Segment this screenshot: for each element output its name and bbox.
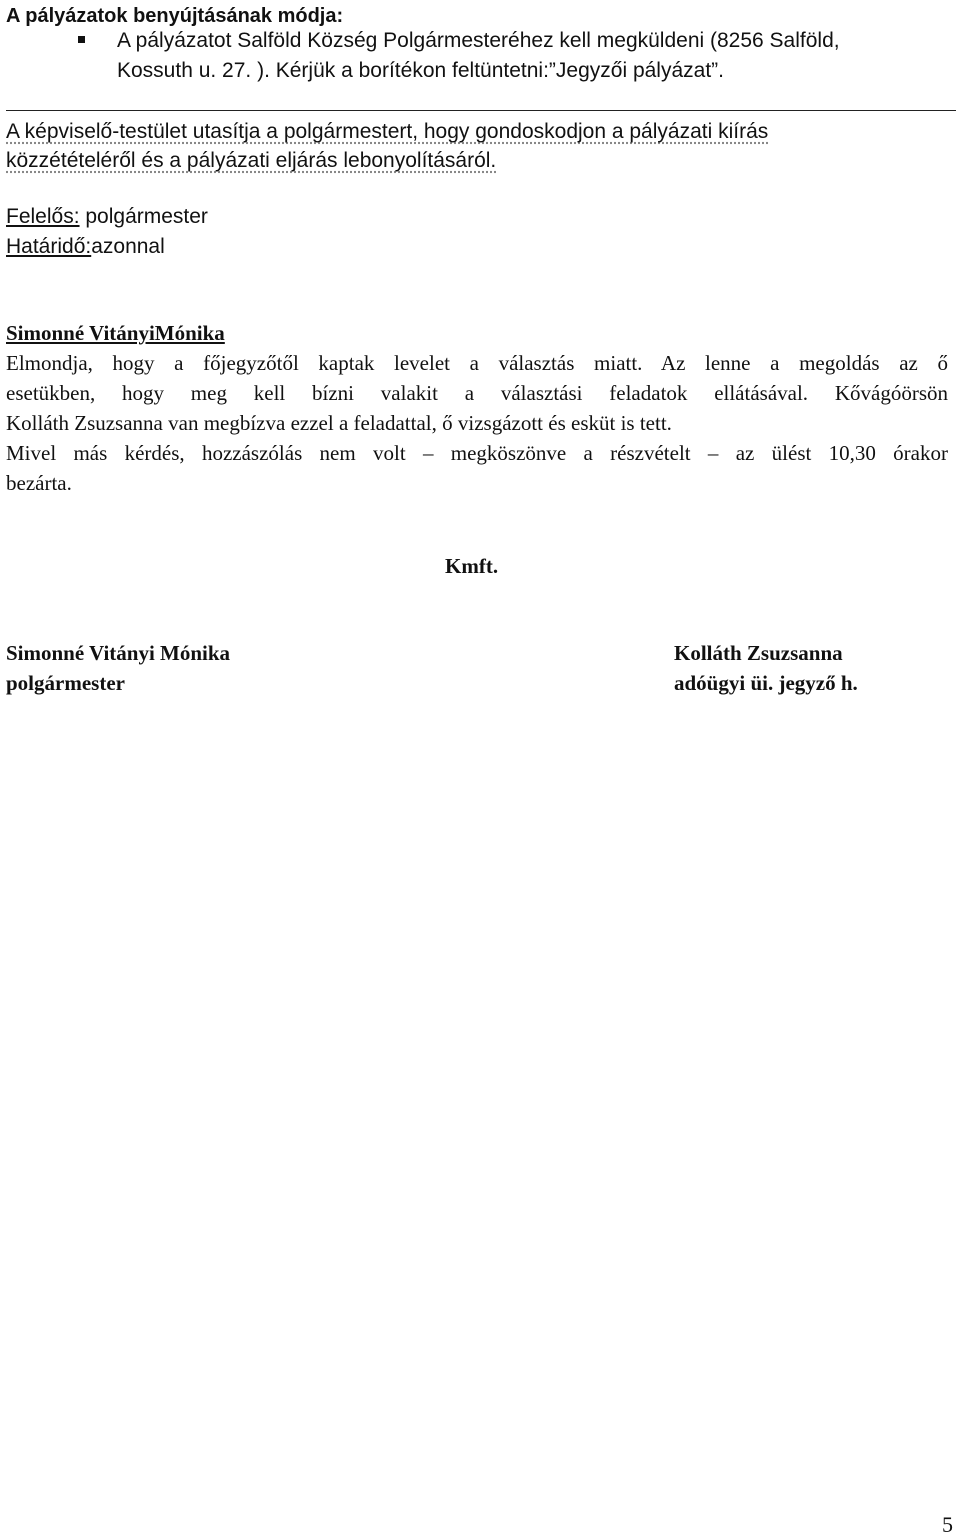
resolution-line-2: közzétételéről és a pályázati eljárás lebonyolításáról. [6,149,497,172]
resolution-text [6,117,866,175]
speech-line-1: Elmondja, hogy a főjegyzőtől kaptak levelet a választás miatt. Az lenne a megoldás az ő [6,351,948,375]
submission-text [117,26,939,86]
deadline-label: Határidő: [6,235,92,258]
square-bullet-icon [78,36,85,43]
signature-left-name: Simonné Vitányi Mónika [6,641,231,665]
speech-line-3: Kolláth Zsuzsanna van megbízva ezzel a feladattal, ő vizsgázott és esküt is tett. [6,411,672,435]
speaker-name: Simonné VitányiMónika [6,321,225,345]
speech-line-5: bezárta. [6,471,72,495]
page-number: 5 [942,1512,953,1537]
speech-line-4: Mivel más kérdés, hozzászólás nem volt – megköszönve a részvételt – az ülést 10,30 órakor [6,441,948,465]
speech-line-2: esetükben, hogy meg kell bízni valakit a választási feladatok ellátásával. Kővágóörsön [6,381,948,405]
responsible-value: polgármester [79,205,208,228]
signature-right-name: Kolláth Zsuzsanna [674,641,843,665]
horizontal-rule [6,110,956,111]
section-heading: A pályázatok benyújtásának módja: [6,5,344,27]
signature-right-role: adóügyi üi. jegyző h. [674,671,858,695]
speech-text [6,348,948,498]
resolution-line-1: A képviselő-testület utasítja a polgármestert, hogy gondoskodjon a pályázati kiírás [6,120,769,143]
responsible-label: Felelős: [6,205,80,228]
deadline-row [6,232,165,262]
responsible-row [6,202,208,232]
kmft-label: Kmft. [445,554,499,578]
submission-line-2: Kossuth u. 27. ). Kérjük a borítékon feltüntetni:”Jegyzői pályázat”. [117,59,724,82]
deadline-value: azonnal [91,235,165,258]
signature-left-role: polgármester [6,671,125,695]
submission-line-1: A pályázatot Salföld Község Polgármesteréhez kell megküldeni (8256 Salföld, [117,29,840,52]
